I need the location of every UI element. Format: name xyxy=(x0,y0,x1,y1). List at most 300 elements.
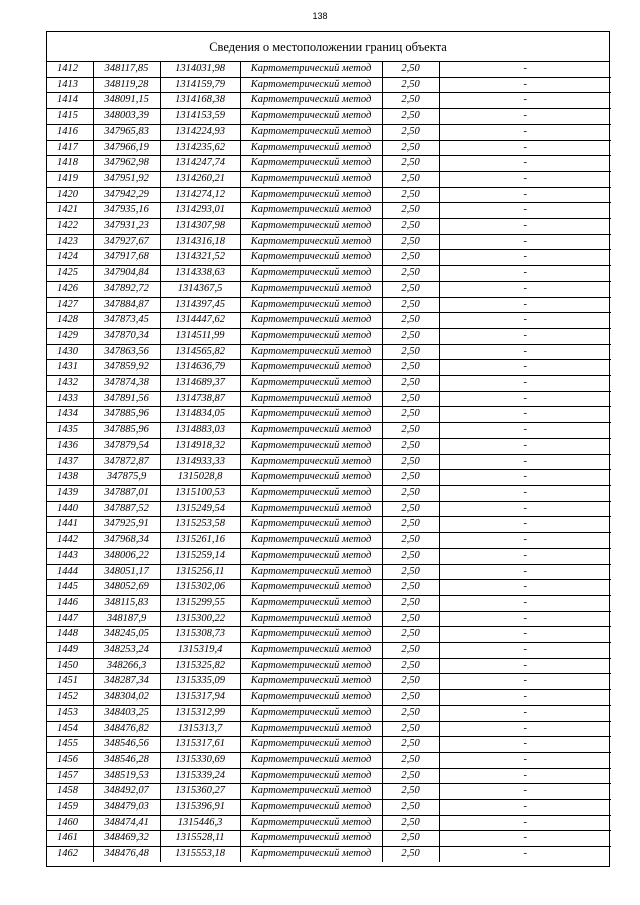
cell-point-number: 1428 xyxy=(47,313,93,329)
cell-note: - xyxy=(439,438,611,454)
cell-note: - xyxy=(439,517,611,533)
cell-y-coordinate: 1314834,05 xyxy=(160,407,240,423)
table-row xyxy=(47,250,611,266)
cell-precision: 2,50 xyxy=(382,266,439,282)
table-row xyxy=(47,93,611,109)
cell-y-coordinate: 1315312,99 xyxy=(160,705,240,721)
cell-x-coordinate: 348519,53 xyxy=(93,768,160,784)
cell-y-coordinate: 1314397,45 xyxy=(160,297,240,313)
cell-x-coordinate: 347968,34 xyxy=(93,533,160,549)
cell-precision: 2,50 xyxy=(382,360,439,376)
cell-y-coordinate: 1315319,4 xyxy=(160,643,240,659)
cell-y-coordinate: 1315302,06 xyxy=(160,580,240,596)
cell-y-coordinate: 1314689,37 xyxy=(160,376,240,392)
cell-note: - xyxy=(439,674,611,690)
cell-method: Картометрический метод xyxy=(240,705,382,721)
table-row xyxy=(47,344,611,360)
cell-method: Картометрический метод xyxy=(240,800,382,816)
cell-point-number: 1420 xyxy=(47,187,93,203)
cell-precision: 2,50 xyxy=(382,62,439,77)
cell-method: Картометрический метод xyxy=(240,234,382,250)
cell-method: Картометрический метод xyxy=(240,643,382,659)
cell-method: Картометрический метод xyxy=(240,187,382,203)
cell-y-coordinate: 1315313,7 xyxy=(160,721,240,737)
cell-method: Картометрический метод xyxy=(240,62,382,77)
cell-precision: 2,50 xyxy=(382,438,439,454)
cell-y-coordinate: 1314031,98 xyxy=(160,62,240,77)
cell-note: - xyxy=(439,784,611,800)
cell-note: - xyxy=(439,705,611,721)
coordinates-table-body xyxy=(47,62,611,862)
cell-method: Картометрический метод xyxy=(240,721,382,737)
cell-x-coordinate: 348492,07 xyxy=(93,784,160,800)
cell-y-coordinate: 1315299,55 xyxy=(160,595,240,611)
cell-point-number: 1412 xyxy=(47,62,93,77)
table-row xyxy=(47,360,611,376)
table-row xyxy=(47,752,611,768)
cell-y-coordinate: 1315317,61 xyxy=(160,737,240,753)
cell-precision: 2,50 xyxy=(382,800,439,816)
table-row xyxy=(47,266,611,282)
cell-precision: 2,50 xyxy=(382,485,439,501)
cell-y-coordinate: 1314338,63 xyxy=(160,266,240,282)
cell-x-coordinate: 347872,87 xyxy=(93,454,160,470)
cell-x-coordinate: 348117,85 xyxy=(93,62,160,77)
cell-precision: 2,50 xyxy=(382,250,439,266)
cell-method: Картометрический метод xyxy=(240,690,382,706)
table-row xyxy=(47,187,611,203)
table-row xyxy=(47,831,611,847)
table-row xyxy=(47,313,611,329)
boundary-table-frame xyxy=(46,31,610,867)
cell-method: Картометрический метод xyxy=(240,281,382,297)
table-row xyxy=(47,77,611,93)
cell-y-coordinate: 1314918,32 xyxy=(160,438,240,454)
cell-note: - xyxy=(439,344,611,360)
cell-precision: 2,50 xyxy=(382,203,439,219)
cell-y-coordinate: 1314153,59 xyxy=(160,109,240,125)
cell-y-coordinate: 1314565,82 xyxy=(160,344,240,360)
cell-x-coordinate: 348546,28 xyxy=(93,752,160,768)
cell-note: - xyxy=(439,580,611,596)
cell-point-number: 1432 xyxy=(47,376,93,392)
cell-note: - xyxy=(439,328,611,344)
cell-x-coordinate: 348476,82 xyxy=(93,721,160,737)
cell-y-coordinate: 1315249,54 xyxy=(160,501,240,517)
cell-method: Картометрический метод xyxy=(240,328,382,344)
cell-note: - xyxy=(439,423,611,439)
table-row xyxy=(47,674,611,690)
table-row xyxy=(47,533,611,549)
cell-precision: 2,50 xyxy=(382,831,439,847)
cell-method: Картометрический метод xyxy=(240,548,382,564)
cell-note: - xyxy=(439,109,611,125)
cell-note: - xyxy=(439,77,611,93)
cell-point-number: 1436 xyxy=(47,438,93,454)
table-row xyxy=(47,737,611,753)
cell-y-coordinate: 1314293,01 xyxy=(160,203,240,219)
cell-note: - xyxy=(439,219,611,235)
cell-note: - xyxy=(439,831,611,847)
cell-precision: 2,50 xyxy=(382,109,439,125)
cell-method: Картометрический метод xyxy=(240,376,382,392)
cell-x-coordinate: 347951,92 xyxy=(93,171,160,187)
cell-point-number: 1459 xyxy=(47,800,93,816)
cell-point-number: 1416 xyxy=(47,124,93,140)
cell-x-coordinate: 348006,22 xyxy=(93,548,160,564)
cell-point-number: 1441 xyxy=(47,517,93,533)
cell-note: - xyxy=(439,407,611,423)
cell-precision: 2,50 xyxy=(382,705,439,721)
cell-precision: 2,50 xyxy=(382,407,439,423)
cell-y-coordinate: 1315261,16 xyxy=(160,533,240,549)
cell-precision: 2,50 xyxy=(382,658,439,674)
cell-x-coordinate: 348287,34 xyxy=(93,674,160,690)
cell-method: Картометрический метод xyxy=(240,171,382,187)
cell-y-coordinate: 1314511,99 xyxy=(160,328,240,344)
cell-point-number: 1445 xyxy=(47,580,93,596)
cell-note: - xyxy=(439,611,611,627)
cell-method: Картометрический метод xyxy=(240,517,382,533)
cell-note: - xyxy=(439,470,611,486)
cell-note: - xyxy=(439,595,611,611)
cell-note: - xyxy=(439,800,611,816)
table-row xyxy=(47,815,611,831)
cell-precision: 2,50 xyxy=(382,234,439,250)
cell-precision: 2,50 xyxy=(382,595,439,611)
cell-x-coordinate: 347942,29 xyxy=(93,187,160,203)
cell-x-coordinate: 347885,96 xyxy=(93,423,160,439)
cell-note: - xyxy=(439,485,611,501)
table-row xyxy=(47,156,611,172)
cell-method: Картометрический метод xyxy=(240,752,382,768)
cell-method: Картометрический метод xyxy=(240,595,382,611)
cell-x-coordinate: 348476,48 xyxy=(93,847,160,862)
cell-precision: 2,50 xyxy=(382,297,439,313)
cell-precision: 2,50 xyxy=(382,93,439,109)
cell-y-coordinate: 1314367,5 xyxy=(160,281,240,297)
cell-x-coordinate: 347891,56 xyxy=(93,391,160,407)
cell-precision: 2,50 xyxy=(382,847,439,862)
cell-x-coordinate: 348245,05 xyxy=(93,627,160,643)
cell-method: Картометрический метод xyxy=(240,124,382,140)
cell-y-coordinate: 1315256,11 xyxy=(160,564,240,580)
cell-precision: 2,50 xyxy=(382,548,439,564)
cell-note: - xyxy=(439,454,611,470)
table-row xyxy=(47,627,611,643)
table-row xyxy=(47,470,611,486)
cell-x-coordinate: 348115,83 xyxy=(93,595,160,611)
cell-precision: 2,50 xyxy=(382,690,439,706)
cell-y-coordinate: 1314235,62 xyxy=(160,140,240,156)
cell-method: Картометрический метод xyxy=(240,768,382,784)
cell-method: Картометрический метод xyxy=(240,407,382,423)
table-row xyxy=(47,140,611,156)
cell-note: - xyxy=(439,62,611,77)
cell-point-number: 1455 xyxy=(47,737,93,753)
cell-y-coordinate: 1315335,09 xyxy=(160,674,240,690)
cell-y-coordinate: 1314933,33 xyxy=(160,454,240,470)
cell-method: Картометрический метод xyxy=(240,533,382,549)
cell-method: Картометрический метод xyxy=(240,250,382,266)
cell-x-coordinate: 348187,9 xyxy=(93,611,160,627)
table-row xyxy=(47,171,611,187)
cell-point-number: 1456 xyxy=(47,752,93,768)
cell-y-coordinate: 1315446,3 xyxy=(160,815,240,831)
cell-x-coordinate: 347859,92 xyxy=(93,360,160,376)
cell-method: Картометрический метод xyxy=(240,658,382,674)
cell-note: - xyxy=(439,376,611,392)
cell-precision: 2,50 xyxy=(382,501,439,517)
cell-precision: 2,50 xyxy=(382,454,439,470)
cell-x-coordinate: 348474,41 xyxy=(93,815,160,831)
cell-method: Картометрический метод xyxy=(240,611,382,627)
cell-point-number: 1454 xyxy=(47,721,93,737)
cell-y-coordinate: 1315396,91 xyxy=(160,800,240,816)
table-row xyxy=(47,784,611,800)
table-row xyxy=(47,454,611,470)
cell-precision: 2,50 xyxy=(382,517,439,533)
cell-x-coordinate: 348304,02 xyxy=(93,690,160,706)
cell-y-coordinate: 1314168,38 xyxy=(160,93,240,109)
cell-point-number: 1433 xyxy=(47,391,93,407)
cell-point-number: 1413 xyxy=(47,77,93,93)
cell-method: Картометрический метод xyxy=(240,77,382,93)
table-row xyxy=(47,611,611,627)
cell-precision: 2,50 xyxy=(382,768,439,784)
cell-note: - xyxy=(439,124,611,140)
cell-note: - xyxy=(523,848,527,860)
cell-point-number: 1442 xyxy=(47,533,93,549)
cell-method: Картометрический метод xyxy=(240,203,382,219)
cell-x-coordinate: 347892,72 xyxy=(93,281,160,297)
cell-point-number: 1427 xyxy=(47,297,93,313)
cell-point-number: 1422 xyxy=(47,219,93,235)
cell-x-coordinate: 348479,03 xyxy=(93,800,160,816)
cell-precision: 2,50 xyxy=(382,219,439,235)
cell-method: Картометрический метод xyxy=(240,344,382,360)
cell-method: Картометрический метод xyxy=(240,485,382,501)
cell-x-coordinate: 347935,16 xyxy=(93,203,160,219)
cell-x-coordinate: 348091,15 xyxy=(93,93,160,109)
cell-method: Картометрический метод xyxy=(240,156,382,172)
cell-precision: 2,50 xyxy=(382,77,439,93)
cell-precision: 2,50 xyxy=(382,470,439,486)
cell-point-number: 1437 xyxy=(47,454,93,470)
cell-note: - xyxy=(439,564,611,580)
cell-method: Картометрический метод xyxy=(240,674,382,690)
cell-y-coordinate: 1314260,21 xyxy=(160,171,240,187)
cell-x-coordinate: 347917,68 xyxy=(93,250,160,266)
cell-point-number: 1452 xyxy=(47,690,93,706)
cell-x-coordinate: 347884,87 xyxy=(93,297,160,313)
table-row xyxy=(47,423,611,439)
table-row xyxy=(47,407,611,423)
cell-method: Картометрический метод xyxy=(240,93,382,109)
table-row xyxy=(47,658,611,674)
cell-y-coordinate: 1314738,87 xyxy=(160,391,240,407)
table-row xyxy=(47,564,611,580)
cell-x-coordinate: 347904,84 xyxy=(93,266,160,282)
cell-note: - xyxy=(439,501,611,517)
cell-point-number: 1434 xyxy=(47,407,93,423)
cell-x-coordinate: 348266,3 xyxy=(93,658,160,674)
cell-note: - xyxy=(439,737,611,753)
cell-method: Картометрический метод xyxy=(240,391,382,407)
cell-precision: 2,50 xyxy=(382,752,439,768)
cell-precision: 2,50 xyxy=(382,281,439,297)
cell-method: Картометрический метод xyxy=(240,438,382,454)
cell-point-number: 1424 xyxy=(47,250,93,266)
cell-method: Картометрический метод xyxy=(240,470,382,486)
cell-note: - xyxy=(439,156,611,172)
cell-precision: 2,50 xyxy=(382,344,439,360)
cell-precision: 2,50 xyxy=(382,140,439,156)
cell-point-number: 1462 xyxy=(47,847,93,862)
cell-precision: 2,50 xyxy=(382,124,439,140)
cell-y-coordinate: 1314307,98 xyxy=(160,219,240,235)
cell-note: - xyxy=(439,752,611,768)
cell-note: - xyxy=(439,768,611,784)
page-number: 138 xyxy=(312,11,328,21)
cell-point-number: 1418 xyxy=(47,156,93,172)
cell-point-number: 1450 xyxy=(47,658,93,674)
cell-method: Картометрический метод xyxy=(240,219,382,235)
cell-note: - xyxy=(439,313,611,329)
cell-precision: 2,50 xyxy=(382,171,439,187)
cell-point-number: 1414 xyxy=(47,93,93,109)
cell-precision: 2,50 xyxy=(382,423,439,439)
cell-point-number: 1439 xyxy=(47,485,93,501)
cell-method: Картометрический метод xyxy=(240,784,382,800)
cell-method: Картометрический метод xyxy=(240,360,382,376)
cell-x-coordinate: 347873,45 xyxy=(93,313,160,329)
cell-method: Картометрический метод xyxy=(240,140,382,156)
cell-note: - xyxy=(439,643,611,659)
cell-point-number: 1451 xyxy=(47,674,93,690)
cell-x-coordinate: 347925,91 xyxy=(93,517,160,533)
cell-method: Картометрический метод xyxy=(240,737,382,753)
cell-precision: 2,50 xyxy=(382,376,439,392)
cell-point-number: 1449 xyxy=(47,643,93,659)
cell-x-coordinate: 347931,23 xyxy=(93,219,160,235)
cell-point-number: 1429 xyxy=(47,328,93,344)
cell-y-coordinate: 1315553,18 xyxy=(160,847,240,862)
cell-point-number: 1421 xyxy=(47,203,93,219)
cell-point-number: 1448 xyxy=(47,627,93,643)
cell-precision: 2,50 xyxy=(382,328,439,344)
cell-y-coordinate: 1315528,11 xyxy=(160,831,240,847)
cell-x-coordinate: 347863,56 xyxy=(93,344,160,360)
table-row xyxy=(47,281,611,297)
table-row xyxy=(47,721,611,737)
cell-method: Картометрический метод xyxy=(240,297,382,313)
cell-y-coordinate: 1315300,22 xyxy=(160,611,240,627)
cell-precision: 2,50 xyxy=(382,721,439,737)
cell-point-number: 1443 xyxy=(47,548,93,564)
cell-method: Картометрический метод xyxy=(240,831,382,847)
cell-x-coordinate: 347966,19 xyxy=(93,140,160,156)
cell-y-coordinate: 1315360,27 xyxy=(160,784,240,800)
table-row xyxy=(47,517,611,533)
cell-point-number: 1458 xyxy=(47,784,93,800)
table-row xyxy=(47,595,611,611)
cell-x-coordinate: 347870,34 xyxy=(93,328,160,344)
cell-y-coordinate: 1315330,69 xyxy=(160,752,240,768)
cell-precision: 2,50 xyxy=(382,533,439,549)
cell-note: - xyxy=(439,627,611,643)
cell-note: - xyxy=(439,266,611,282)
cell-note: - xyxy=(439,234,611,250)
cell-y-coordinate: 1314636,79 xyxy=(160,360,240,376)
cell-point-number: 1438 xyxy=(47,470,93,486)
cell-point-number: 1453 xyxy=(47,705,93,721)
cell-point-number: 1446 xyxy=(47,595,93,611)
table-row xyxy=(47,580,611,596)
cell-y-coordinate: 1315317,94 xyxy=(160,690,240,706)
cell-point-number: 1430 xyxy=(47,344,93,360)
cell-x-coordinate: 348403,25 xyxy=(93,705,160,721)
cell-point-number: 1460 xyxy=(47,815,93,831)
cell-precision: 2,50 xyxy=(382,156,439,172)
cell-point-number: 1425 xyxy=(47,266,93,282)
table-row xyxy=(47,438,611,454)
cell-precision: 2,50 xyxy=(382,784,439,800)
cell-method: Картометрический метод xyxy=(240,501,382,517)
coordinates-table xyxy=(47,62,611,862)
cell-point-number: 1457 xyxy=(47,768,93,784)
cell-note: - xyxy=(439,203,611,219)
cell-note: - xyxy=(439,690,611,706)
cell-x-coordinate: 347887,01 xyxy=(93,485,160,501)
cell-precision: 2,50 xyxy=(382,580,439,596)
cell-method: Картометрический метод xyxy=(240,313,382,329)
table-row xyxy=(47,219,611,235)
cell-note: - xyxy=(439,658,611,674)
cell-precision: 2,50 xyxy=(382,313,439,329)
table-row xyxy=(47,800,611,816)
cell-x-coordinate: 348253,24 xyxy=(93,643,160,659)
cell-note: - xyxy=(439,360,611,376)
table-row xyxy=(47,501,611,517)
cell-point-number: 1440 xyxy=(47,501,93,517)
table-row xyxy=(47,328,611,344)
table-row xyxy=(47,485,611,501)
cell-precision: 2,50 xyxy=(382,815,439,831)
cell-note: - xyxy=(439,171,611,187)
table-row xyxy=(47,705,611,721)
cell-x-coordinate: 348051,17 xyxy=(93,564,160,580)
cell-precision: 2,50 xyxy=(382,564,439,580)
cell-note: - xyxy=(439,140,611,156)
cell-precision: 2,50 xyxy=(382,674,439,690)
cell-precision: 2,50 xyxy=(382,627,439,643)
cell-x-coordinate: 348546,56 xyxy=(93,737,160,753)
cell-note: - xyxy=(439,391,611,407)
table-row xyxy=(47,643,611,659)
cell-method: Картометрический метод xyxy=(240,580,382,596)
cell-y-coordinate: 1315100,53 xyxy=(160,485,240,501)
table-row xyxy=(47,391,611,407)
cell-precision: 2,50 xyxy=(382,391,439,407)
cell-y-coordinate: 1315028,8 xyxy=(160,470,240,486)
table-row xyxy=(47,234,611,250)
cell-point-number: 1419 xyxy=(47,171,93,187)
cell-y-coordinate: 1314247,74 xyxy=(160,156,240,172)
cell-note: - xyxy=(439,250,611,266)
cell-precision: 2,50 xyxy=(382,187,439,203)
table-row xyxy=(47,109,611,125)
